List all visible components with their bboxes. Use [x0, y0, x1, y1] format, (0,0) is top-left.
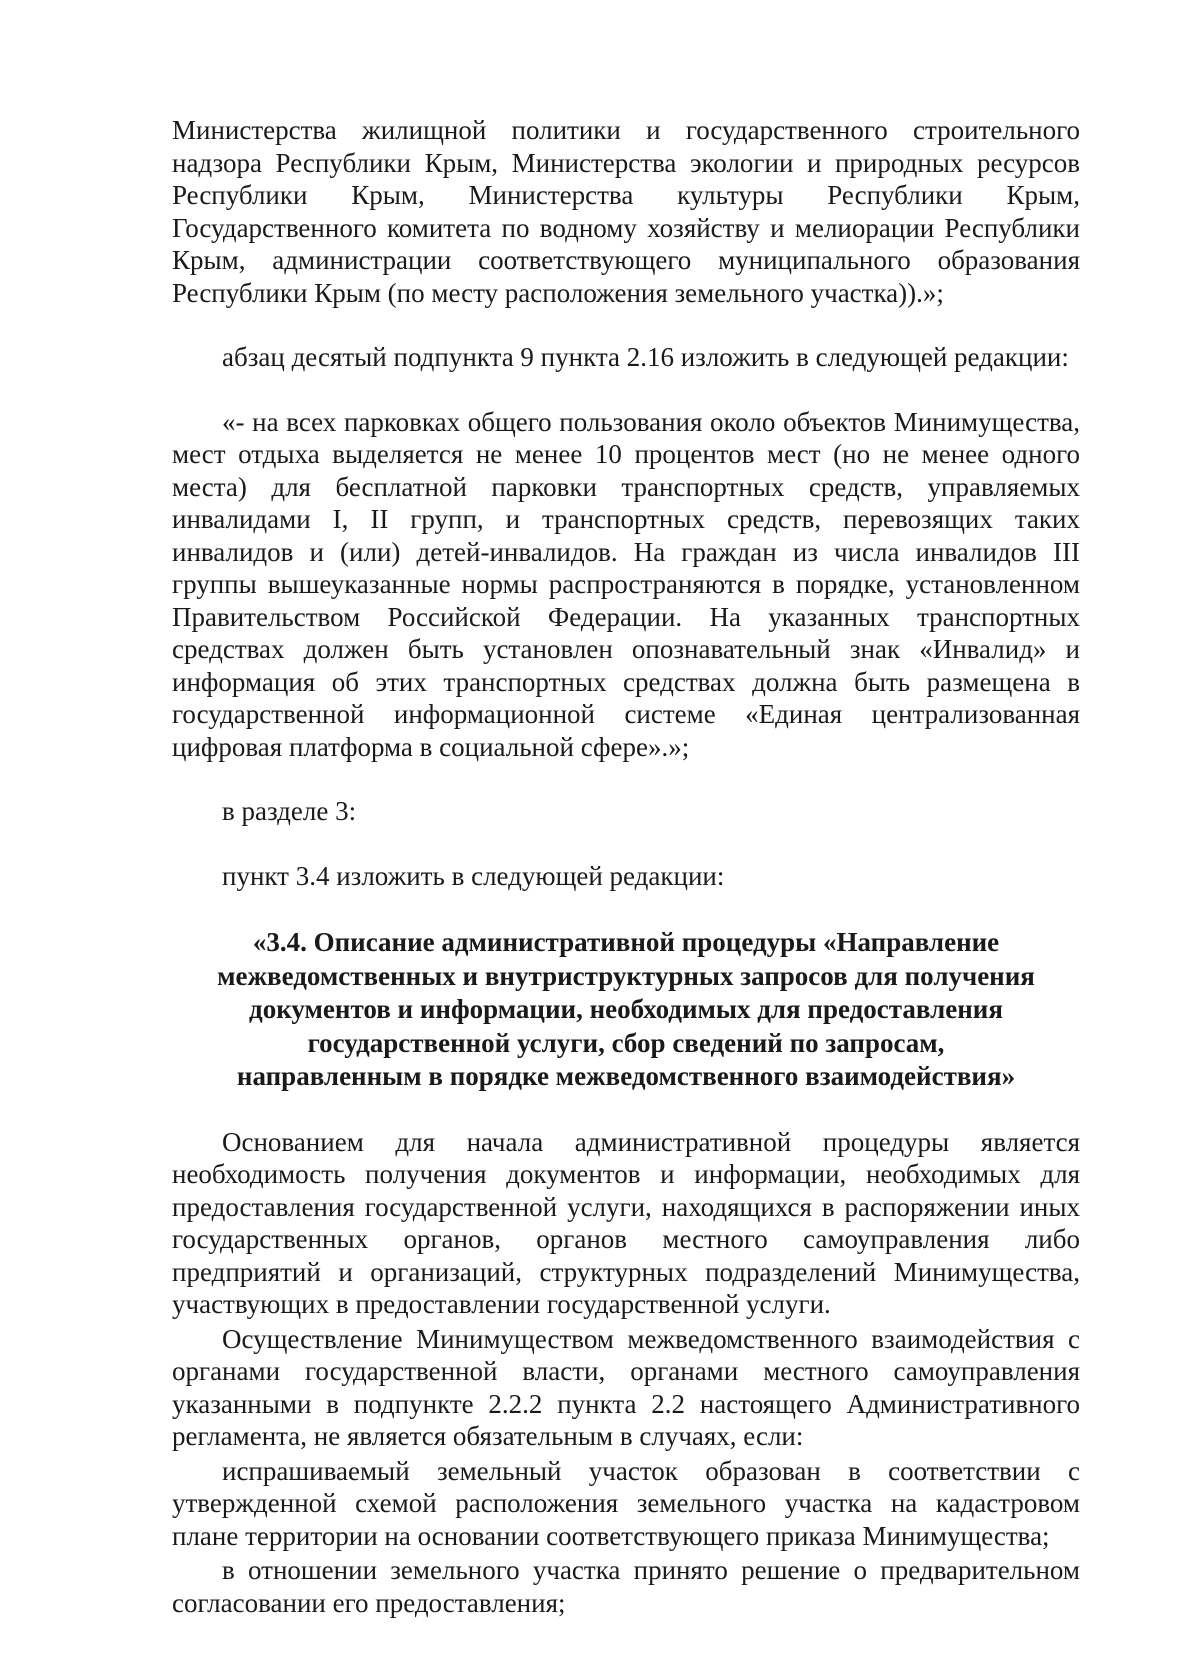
paragraph-osuschestvlenie: Осуществление Минимуществом межведомственного взаимодействия с органами государственной власти, органами местного самоуправления указанными в подпункте 2.2.2 пункта 2.2 настоящего Административного регламента, не является обязательным в случаях, если: — [172, 1323, 1080, 1451]
paragraph-abzac: абзац десятый подпункта 9 пункта 2.16 изложить в следующей редакции: — [222, 342, 1069, 372]
paragraph-parking: «- на всех парковках общего пользования около объектов Минимущества, мест отдыха выделяется не менее 10 процентов мест (но не менее одного места) для бесплатной парковки транспортных средств, управляемых инвалидами I, II групп, и транспортных средств, перевозящих таких инвалидов и (или) детей-инвалидов. На граждан из числа инвалидов III группы вышеуказанные нормы распространяются в порядке, установленном Правительством Российской Федерации. На указанных транспортных средствах должен быть установлен опознавательный знак «Инвалид» и информация об этих транспортных средствах должна быть размещена в государственной информационной системе «Единая централизованная цифровая платформа в социальной сфере».»; — [172, 406, 1080, 762]
heading-line: документов и информации, необходимых для предоставления — [249, 994, 1003, 1024]
heading-line: направленным в порядке межведомственного взаимодействия» — [236, 1061, 1016, 1091]
heading-line: государственной услуги, сбор сведений по запросам, — [307, 1027, 945, 1058]
heading-line: межведомственных и внутриструктурных запросов для получения — [217, 960, 1035, 991]
paragraph-osnovaniem: Основанием для начала административной процедуры является необходимость получения документов и информации, необходимых для предоставления государственной услуги, находящихся в распоряжении иных государственных органов, органов местного самоуправления либо предприятий и организаций, структурных подразделений Минимущества, участвующих в предоставлении государственной услуги. — [172, 1126, 1080, 1319]
paragraph-v-otnoshenii: в отношении земельного участка принято решение о предварительном согласовании его предоставления; — [172, 1555, 1080, 1618]
paragraph-razdel: в разделе 3: — [222, 796, 357, 826]
paragraph-intro: Министерства жилищной политики и государственного строительного надзора Республики Крым, Министерства экологии и природных ресурсов Республики Крым, Министерства культуры Республики Крым, Государственного комитета по водному хозяйству и мелиорации Республики Крым, администрации соответствующего муниципального образования Республики Крым (по месту расположения земельного участка)).»; — [172, 115, 1080, 308]
paragraph-isprashivaemyi: испрашиваемый земельный участок образован в соответствии с утвержденной схемой расположения земельного участка на кадастровом плане территории на основании соответствующего приказа Минимущества; — [172, 1455, 1080, 1551]
document-page — [172, 114, 1080, 1619]
section-heading — [172, 926, 1080, 1094]
paragraph-punkt: пункт 3.4 изложить в следующей редакции: — [222, 860, 725, 891]
heading-line: «3.4. Описание административной процедуры «Направление — [252, 927, 1000, 957]
